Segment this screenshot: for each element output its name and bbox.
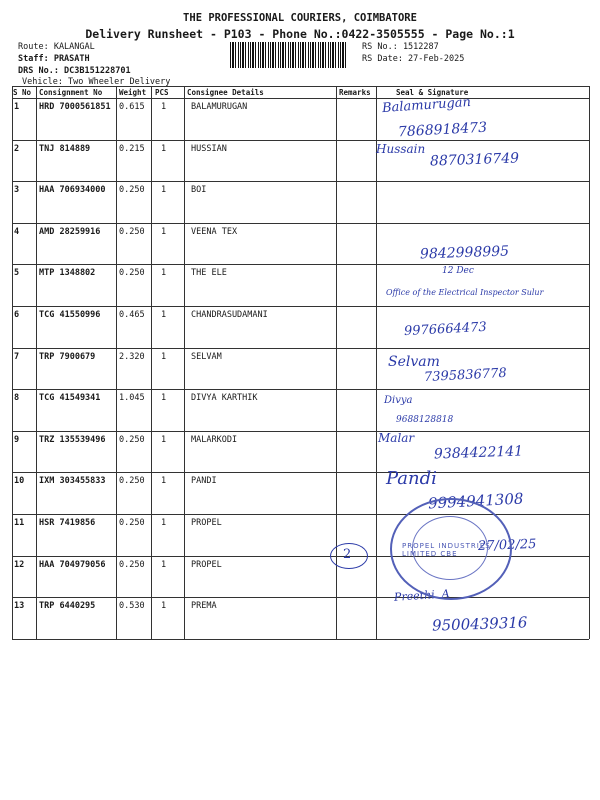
consignee-name: DIVYA KARTHIK [191, 393, 258, 404]
signature-name: Malar [378, 430, 415, 445]
pieces-count: 1 [161, 102, 167, 112]
weight-value: 0.250 [119, 185, 145, 196]
consignee-name: VEENA TEX [191, 226, 238, 237]
signature-handwritten-number: 27/02/25 [477, 536, 537, 555]
signature-name: Hussain [376, 141, 426, 156]
consignee-name: PROPEL [191, 559, 222, 570]
serial-number: 7 [14, 351, 20, 362]
weight-value: 0.530 [119, 601, 145, 612]
consignment-number: TNJ 814889 [39, 143, 91, 154]
signature-handwritten-number: 7868918473 [397, 119, 488, 141]
pieces-count: 1 [161, 268, 167, 279]
barcode-image [230, 42, 348, 68]
weight-value: 0.250 [119, 476, 145, 487]
signature-name: Balamurugan [381, 94, 472, 117]
weight-value: 0.250 [119, 434, 145, 445]
consignment-number: IXM 303455833 [39, 476, 106, 487]
pieces-count: 1 [161, 476, 167, 487]
remarks-circle-mark: 2 [330, 543, 368, 569]
row-divider [12, 597, 589, 598]
consignee-name: THE ELE [191, 268, 227, 279]
consignee-name: BALAMURUGAN [191, 102, 248, 112]
pieces-count: 1 [161, 434, 167, 445]
row-divider [12, 306, 589, 307]
row-divider [12, 348, 589, 349]
column-divider [151, 86, 152, 639]
serial-number: 11 [14, 518, 25, 528]
col-signature: Seal & Signature [396, 88, 469, 97]
signature-handwritten-number: 8870316749 [429, 150, 520, 170]
consignment-number: HRD 7000561851 [39, 102, 111, 112]
signature-handwritten-number: 9688128818 [396, 415, 454, 426]
weight-value: 0.250 [119, 226, 145, 237]
pieces-count: 1 [161, 310, 167, 320]
consignment-number: HAA 704979056 [39, 559, 106, 570]
row-divider [12, 472, 589, 473]
consignment-number: HSR 7419856 [39, 518, 96, 528]
signature-name: 12 Dec [442, 266, 474, 277]
consignee-name: CHANDRASUDAMANI [191, 310, 268, 320]
weight-value: 0.465 [119, 310, 145, 320]
propel-company-seal: PROPEL INDUSTRIES LIMITED CBE [390, 498, 512, 600]
drs-label: DRS No.: DC3B151228701 [18, 66, 131, 76]
route-label: Route: KALANGAL [18, 42, 95, 52]
signature-handwritten-number: 9994941308 [427, 489, 524, 513]
weight-value: 0.250 [119, 268, 145, 279]
signature-handwritten-number: 9842998995 [419, 243, 510, 263]
row-divider [12, 514, 589, 515]
consignment-number: TRP 6440295 [39, 601, 96, 612]
signature-handwritten-number: 9976664473 [403, 319, 488, 340]
serial-number: 13 [14, 601, 25, 612]
consignee-name: HUSSIAN [191, 143, 227, 154]
row-divider [12, 140, 589, 141]
consignee-name: PREMA [191, 601, 217, 612]
serial-number: 12 [14, 559, 25, 570]
weight-value: 0.250 [119, 559, 145, 570]
consignee-name: SELVAM [191, 351, 222, 362]
serial-number: 9 [14, 434, 20, 445]
col-remarks: Remarks [339, 88, 371, 97]
weight-value: 2.320 [119, 351, 145, 362]
col-weight: Weight [119, 88, 147, 97]
runsheet-subtitle: Delivery Runsheet - P103 - Phone No.:0422-3505555 - Page No.:1 [85, 27, 515, 41]
weight-value: 1.045 [119, 393, 145, 404]
signature-handwritten-number: 7395836778 [423, 365, 508, 385]
row-divider [12, 264, 589, 265]
serial-number: 8 [14, 393, 20, 404]
col-consignment: Consignment No [39, 88, 103, 97]
weight-value: 0.215 [119, 143, 145, 154]
column-divider [12, 86, 13, 639]
table-header-rule [12, 98, 589, 99]
consignment-number: TRP 7900679 [39, 351, 96, 362]
serial-number: 1 [14, 102, 20, 112]
row-divider [12, 389, 589, 390]
col-pcs: PCS [155, 88, 169, 97]
serial-number: 2 [14, 143, 20, 154]
pieces-count: 1 [161, 518, 167, 528]
row-divider [12, 181, 589, 182]
pieces-count: 1 [161, 559, 167, 570]
consignee-name: PROPEL [191, 518, 222, 528]
col-sno: S No [13, 88, 32, 97]
vehicle-label: Vehicle: Two Wheeler Delivery [22, 77, 171, 87]
signature-name: Divya [384, 395, 413, 407]
row-divider [12, 431, 589, 432]
row-divider [12, 223, 589, 224]
signature-name: Pandi [386, 468, 437, 490]
serial-number: 5 [14, 268, 20, 279]
pieces-count: 1 [161, 351, 167, 362]
row-divider [12, 639, 589, 640]
pieces-count: 1 [161, 185, 167, 196]
consignment-number: AMD 28259916 [39, 226, 101, 237]
column-divider [376, 86, 377, 639]
column-divider [36, 86, 37, 639]
column-divider [116, 86, 117, 639]
consignment-number: TRZ 135539496 [39, 434, 106, 445]
column-divider [589, 86, 590, 639]
rs-date: RS Date: 27-Feb-2025 [362, 54, 465, 64]
staff-label: Staff: PRASATH [18, 54, 90, 64]
consignee-name: PANDI [191, 476, 217, 487]
serial-number: 10 [14, 476, 25, 487]
signature-handwritten-number: 9384422141 [433, 443, 524, 463]
pieces-count: 1 [161, 143, 167, 154]
column-divider [184, 86, 185, 639]
serial-number: 6 [14, 310, 20, 320]
pieces-count: 1 [161, 226, 167, 237]
signature-handwritten-number: 9500439316 [431, 613, 528, 635]
consignment-number: MTP 1348802 [39, 268, 96, 279]
company-title: THE PROFESSIONAL COURIERS, COIMBATORE [183, 12, 417, 24]
signature-name: Selvam [388, 353, 440, 370]
rs-number: RS No.: 1512287 [362, 42, 439, 52]
serial-number: 3 [14, 185, 20, 196]
col-consignee: Consignee Details [187, 88, 264, 97]
consignee-name: BOI [191, 185, 207, 196]
table-top-rule [12, 86, 589, 87]
consignment-number: HAA 706934000 [39, 185, 106, 196]
consignee-name: MALARKODI [191, 434, 238, 445]
signature-handwritten-number: Office of the Electrical Inspector Sulur [386, 288, 544, 298]
serial-number: 4 [14, 226, 20, 237]
weight-value: 0.615 [119, 102, 145, 112]
consignment-number: TCG 41549341 [39, 393, 101, 404]
signature-name: Preethi. A [393, 587, 451, 605]
pieces-count: 1 [161, 393, 167, 404]
pieces-count: 1 [161, 601, 167, 612]
consignment-number: TCG 41550996 [39, 310, 101, 320]
weight-value: 0.250 [119, 518, 145, 528]
